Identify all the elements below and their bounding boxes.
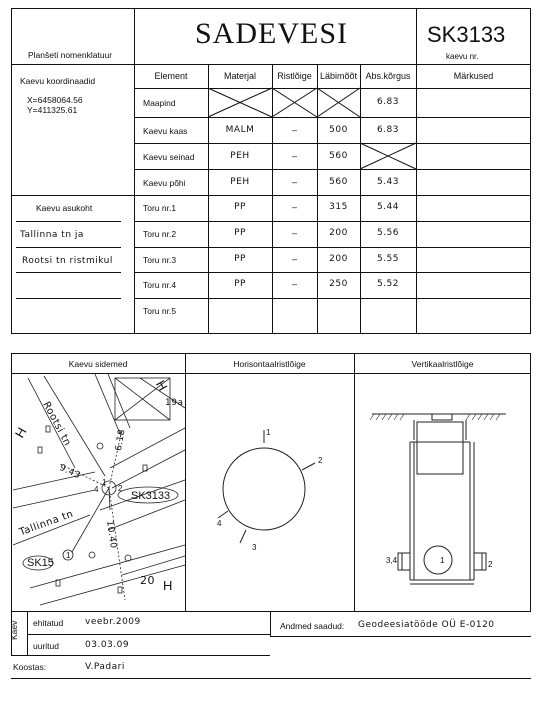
row-material: PP xyxy=(234,254,246,264)
row-element: Toru nr.4 xyxy=(143,280,177,290)
house-number-1: 19a xyxy=(165,398,184,408)
h-mark-1: H xyxy=(152,377,171,394)
col-height: Abs.kõrgus xyxy=(365,71,411,81)
row-section: – xyxy=(291,125,297,135)
row-diameter: 560 xyxy=(329,177,348,187)
vertical-panel-label: Vertikaalristlõige xyxy=(411,359,474,369)
row-diameter: 315 xyxy=(329,202,348,212)
house-number-2: 20 xyxy=(140,574,155,587)
well-no-label: kaevu nr. xyxy=(446,52,479,61)
row-diameter: 200 xyxy=(329,228,348,238)
compiled-value: V.Padari xyxy=(85,662,125,672)
row-height: 5.43 xyxy=(376,177,400,187)
row-element: Toru nr.2 xyxy=(143,229,177,239)
map-point-4: 4 xyxy=(94,485,99,494)
row-element: Toru nr.5 xyxy=(143,306,177,316)
vs-point-1: 1 xyxy=(440,556,445,565)
row-section: – xyxy=(291,254,297,264)
row-diameter: 200 xyxy=(329,254,348,264)
col-material: Materjal xyxy=(223,71,256,81)
row-element: Maapind xyxy=(143,98,176,108)
data-source-value: Geodeesiatööde OÜ E-0120 xyxy=(358,620,495,630)
row-diameter: 500 xyxy=(329,125,348,135)
nomenclature-label: Planšeti nomenklatuur xyxy=(28,50,113,60)
vs-point-3-4: 3,4 xyxy=(386,556,398,565)
row-section: – xyxy=(291,279,297,289)
row-element: Toru nr.1 xyxy=(143,203,177,213)
map-point-2: 2 xyxy=(118,484,123,493)
data-source-label: Andmed saadud: xyxy=(280,621,345,631)
distance-2: 9.43 xyxy=(57,463,82,482)
row-material: PP xyxy=(234,202,246,212)
horizontal-panel-label: Horisontaalristlõige xyxy=(233,359,306,369)
h-mark-2: H xyxy=(11,424,30,441)
built-label: ehitatud xyxy=(33,618,64,628)
distance-1: 6.18 xyxy=(114,428,128,452)
row-height: 6.83 xyxy=(376,125,400,135)
street-label-rootsi: Rootsi tn xyxy=(40,400,73,449)
row-element: Toru nr.3 xyxy=(143,255,177,265)
row-material: PP xyxy=(234,279,246,289)
hs-point-3: 3 xyxy=(252,543,257,552)
row-diameter: 250 xyxy=(329,279,348,289)
row-material: PEH xyxy=(230,151,250,161)
inspected-value: 03.03.09 xyxy=(85,640,130,650)
row-diameter: 560 xyxy=(329,151,348,161)
col-diameter: Läbimõõt xyxy=(319,71,358,81)
row-height: 5.56 xyxy=(376,228,400,238)
row-height: 5.52 xyxy=(376,279,400,289)
hs-point-4: 4 xyxy=(217,519,222,528)
page-title: SADEVESI xyxy=(195,17,349,50)
sk15-point: 1 xyxy=(66,551,71,560)
kaev-label: Kaev xyxy=(9,620,19,640)
location-line-1: Tallinna tn ja xyxy=(20,230,84,240)
horizontal-section-drawing xyxy=(218,430,315,543)
street-label-tallinna: Tallinna tn xyxy=(18,508,76,539)
row-element: Kaevu seinad xyxy=(143,152,195,162)
hs-point-1: 1 xyxy=(266,428,271,437)
row-section: – xyxy=(291,177,297,187)
location-label: Kaevu asukoht xyxy=(36,203,93,213)
col-notes: Märkused xyxy=(453,71,494,81)
distance-3: 10.40 xyxy=(104,520,118,550)
row-material: PEH xyxy=(230,177,250,187)
well-id: SK3133 xyxy=(427,22,506,47)
location-line-2: Rootsi tn ristmikul xyxy=(22,256,113,266)
row-height: 6.83 xyxy=(376,97,400,107)
coordinate-x: X=6458064.56 xyxy=(27,95,83,105)
h-mark-3: H xyxy=(163,578,173,593)
row-height: 5.55 xyxy=(376,254,400,264)
map-point-1: 1 xyxy=(102,478,107,487)
inspected-label: uuritud xyxy=(33,641,59,651)
coordinates-label: Kaevu koordinaadid xyxy=(20,76,96,86)
row-material: PP xyxy=(234,228,246,238)
coordinate-y: Y=411325.61 xyxy=(27,105,78,115)
hs-point-2: 2 xyxy=(318,456,323,465)
col-element: Element xyxy=(154,71,188,81)
col-section: Ristlõige xyxy=(277,71,312,81)
well-map-label: SK3133 xyxy=(131,490,171,502)
links-panel-label: Kaevu sidemed xyxy=(68,359,128,369)
compiled-label: Koostas: xyxy=(13,662,47,672)
built-value: veebr.2009 xyxy=(85,617,141,627)
row-height: 5.44 xyxy=(376,202,400,212)
row-material: MALM xyxy=(225,125,255,135)
other-well-label: SK15 xyxy=(27,557,54,569)
row-section: – xyxy=(291,202,297,212)
row-section: – xyxy=(291,228,297,238)
row-section: – xyxy=(291,151,297,161)
row-element: Kaevu kaas xyxy=(143,126,188,136)
vs-point-2: 2 xyxy=(488,560,493,569)
row-element: Kaevu põhi xyxy=(143,178,186,188)
